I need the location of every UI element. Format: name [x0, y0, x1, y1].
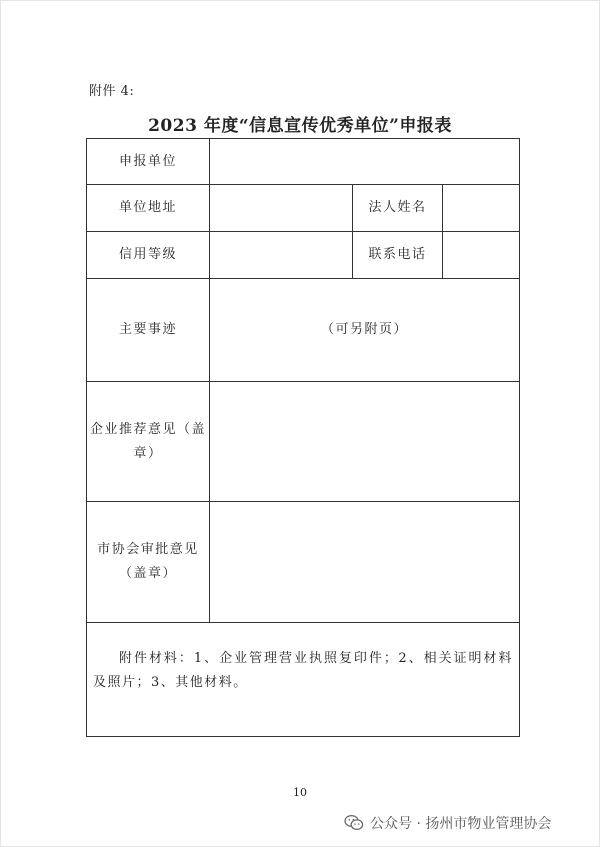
application-form-table — [86, 138, 520, 737]
contact-phone-field[interactable] — [443, 232, 520, 279]
enterprise-opinion-label-line2: 章） — [133, 445, 163, 461]
legal-rep-name-field[interactable] — [443, 185, 520, 232]
unit-address-field[interactable] — [210, 185, 353, 232]
contact-phone-label: 联系电话 — [353, 232, 443, 279]
attachments-cell — [87, 623, 520, 737]
credit-rating-label: 信用等级 — [87, 232, 210, 279]
row-association-opinion — [87, 502, 520, 623]
association-opinion-field[interactable] — [210, 502, 520, 623]
main-deeds-label: 主要事迹 — [87, 279, 210, 382]
association-opinion-label — [87, 502, 210, 623]
enterprise-opinion-label — [87, 382, 210, 502]
watermark-text: 公众号 · 扬州市物业管理协会 — [370, 816, 552, 832]
row-enterprise-opinion — [87, 382, 520, 502]
wechat-watermark — [344, 812, 551, 834]
row-main-deeds — [87, 279, 520, 382]
credit-rating-field[interactable] — [210, 232, 353, 279]
association-opinion-label-line1: 市协会审批意见 — [97, 542, 199, 557]
enterprise-opinion-field[interactable] — [210, 382, 520, 502]
row-address-legal — [87, 185, 520, 232]
main-deeds-field[interactable] — [210, 279, 520, 382]
unit-address-label: 单位地址 — [87, 185, 210, 232]
main-deeds-note: （可另附页） — [321, 322, 409, 337]
row-credit-contact — [87, 232, 520, 279]
attachment-label: 附件 4: — [89, 84, 135, 99]
enterprise-opinion-label-line1: 企业推荐意见（盖 — [89, 421, 206, 437]
document-title: 2023 年度“信息宣传优秀单位”申报表 — [148, 116, 452, 136]
row-applicant-unit — [87, 139, 520, 185]
page-number: 10 — [293, 786, 307, 799]
attachments-text: 附件材料：1、企业管理营业执照复印件；2、相关证明材料及照片；3、其他材料。 — [93, 651, 514, 690]
applicant-unit-label: 申报单位 — [87, 139, 210, 185]
row-attachments — [87, 623, 520, 737]
legal-rep-name-label: 法人姓名 — [353, 185, 443, 232]
association-opinion-label-line2: （盖章） — [118, 566, 177, 581]
wechat-icon — [344, 814, 364, 832]
applicant-unit-field[interactable] — [210, 139, 520, 185]
